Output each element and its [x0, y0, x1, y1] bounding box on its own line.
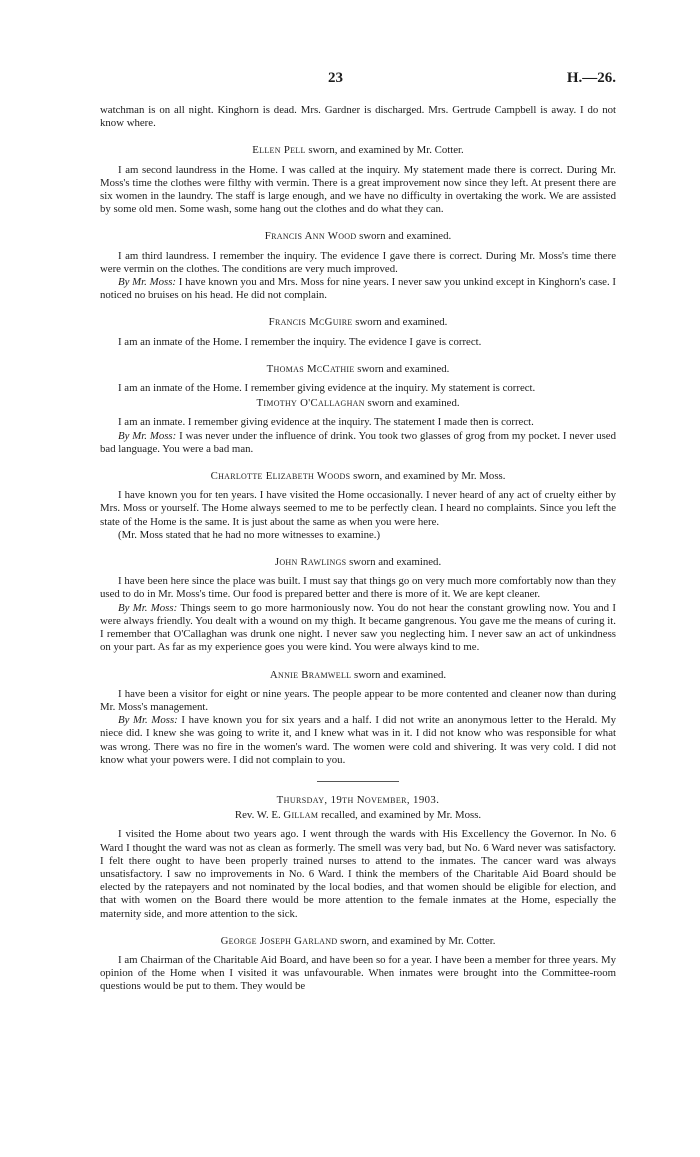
- witness-name: Francis Ann Wood: [264, 230, 357, 243]
- testimony-paragraph: [100, 602, 616, 655]
- witness-heading: [100, 556, 616, 569]
- paragraph-text: watchman is on all night. Kinghorn is dead. Mrs. Gardner is discharged. Mrs. Gertrude Campbell is away. I do not know where.: [100, 104, 616, 130]
- paragraph-text: I have been here since the place was built. I must say that things go on very much more comfortably now than they used to do in Mr. Moss's time. Our food is prepared better and there is more of it. We are kept cleaner.: [100, 575, 616, 601]
- paragraph-text: I am second laundress in the Home. I was called at the inquiry. My statement made there is correct. During Mr. Moss's time the clothes were filthy with vermin. There is a great improvement now since they left. At present there are six women in the laundry. The staff is large enough, and we have no difficulty in overtaking the work. We are assisted by some old men. Some wash, some hang out the clothes and do what they can.: [100, 163, 616, 216]
- examiner-lead: By Mr. Moss:: [118, 276, 176, 289]
- examiner-lead: By Mr. Moss:: [118, 601, 178, 614]
- witness-name: Gillam: [283, 809, 319, 822]
- witness-heading: [100, 397, 616, 410]
- testimony-paragraph: [100, 336, 616, 349]
- witness-status: sworn and examined.: [346, 556, 442, 569]
- testimony-paragraph: [100, 714, 616, 767]
- witness-status: recalled, and examined by Mr. Moss.: [318, 809, 482, 822]
- testimony-paragraph: [100, 276, 616, 302]
- witness-name: Timothy O'Callaghan: [256, 397, 365, 410]
- witness-status: sworn, and examined by Mr. Moss.: [350, 470, 506, 483]
- document-reference: H.—26.: [566, 70, 616, 86]
- page-number: 23: [328, 70, 343, 86]
- witness-name: George Joseph Garland: [220, 934, 338, 947]
- witness-heading: [100, 809, 616, 822]
- testimony-paragraph: [100, 828, 616, 920]
- witness-name: Francis McGuire: [268, 316, 353, 329]
- testimony-paragraph: [100, 688, 616, 714]
- paragraph-text: Things seem to go more harmoniously now. You do not hear the constant growling now. You and I were always friendly. You dealt with a wound on my thigh. It became gangrenous. You gave me the means of curing it. I remember that O'Callaghan was drunk one night. I never saw you neglecting him. I never saw an act of unkindness on your part. As far as my experience goes you were kind. You were always kind to me.: [100, 601, 617, 654]
- paragraph-text: I have known you and Mrs. Moss for nine years. I never saw you unkind except in Kinghorn's case. I noticed no bruises on his head. He did not complain.: [100, 276, 616, 302]
- witness-heading: [100, 470, 616, 483]
- witness-status: sworn, and examined by Mr. Cotter.: [305, 144, 464, 157]
- witness-name: Thomas McCathie: [266, 362, 355, 375]
- witness-status: sworn and examined.: [351, 668, 447, 681]
- witness-heading: [100, 363, 616, 376]
- paragraph-text: I have been a visitor for eight or nine years. The people appear to be more contented and cleaner now than during Mr. Moss's management.: [100, 687, 616, 713]
- paragraph-text: I have known you for six years and a half. I did not write an anonymous letter to the Herald. My niece did. I knew she was going to write it, and I knew what was in it. I did not know who was responsible for what was wrong. There was no fire in the women's ward. The women were cold and shivering. It was very cold. I did not know what your powers were. I did not complain to you.: [100, 714, 616, 766]
- witness-status: sworn and examined.: [356, 230, 452, 243]
- witness-heading: [100, 230, 616, 243]
- witness-name: Ellen Pell: [252, 144, 306, 157]
- witness-name: Charlotte Elizabeth Woods: [210, 470, 351, 483]
- paragraph-text: I am an inmate of the Home. I remember giving evidence at the inquiry. My statement is correct.: [118, 382, 536, 395]
- testimony-paragraph: [100, 489, 616, 529]
- session-date: Thursday, 19th November, 1903.: [276, 793, 440, 806]
- paragraph-text: I have known you for ten years. I have visited the Home occasionally. I never heard of any act of cruelty either by Mrs. Moss or yourself. The Home always seemed to me to be perfectly clean. I heard no complaints. Since you left the state of the Home is the same. It is just about the same as when you were here.: [100, 489, 616, 528]
- testimony-paragraph: [100, 164, 616, 217]
- paragraph-text: I am third laundress. I remember the inquiry. The evidence I gave there is correct. During Mr. Moss's time there were vermin on the clothes. The conditions are very much improved.: [100, 249, 616, 275]
- paragraph-text: I am an inmate. I remember giving evidence at the inquiry. The statement I made then is correct.: [118, 416, 534, 429]
- testimony-paragraph: [100, 104, 616, 130]
- paragraph-text: I am Chairman of the Charitable Aid Board, and have been so for a year. I have been a member for three years. My opinion of the Home when I visited it was unfavourable. When inmates were brought into the Committee-room questions would be put to them. They would be: [100, 953, 616, 993]
- examiner-lead: By Mr. Moss:: [118, 429, 177, 442]
- testimony-paragraph: [100, 250, 616, 276]
- section-divider: [317, 781, 399, 782]
- testimony-paragraph: [100, 416, 616, 429]
- witness-heading: [100, 316, 616, 329]
- testimony-paragraph: [100, 954, 616, 994]
- witness-name: Annie Bramwell: [269, 668, 352, 681]
- witness-heading: [100, 935, 616, 948]
- witness-status: sworn and examined.: [352, 316, 448, 329]
- witness-heading: [100, 144, 616, 157]
- testimony-paragraph: [100, 382, 616, 395]
- paragraph-text: I was never under the influence of drink. You took two glasses of grog from my pocket. I never used bad language. You were a bad man.: [100, 429, 617, 455]
- witness-title: Rev. W. E.: [234, 809, 284, 822]
- paragraph-text: I am an inmate of the Home. I remember the inquiry. The evidence I gave is correct.: [118, 335, 482, 348]
- witness-heading: [100, 669, 616, 682]
- page-header: [100, 72, 616, 92]
- testimony-paragraph: [100, 430, 616, 456]
- testimony-paragraph: [100, 575, 616, 601]
- witness-status: sworn and examined.: [354, 362, 450, 375]
- testimony-paragraph: [100, 529, 616, 542]
- paragraph-text: (Mr. Moss stated that he had no more witnesses to examine.): [118, 528, 381, 541]
- examiner-lead: By Mr. Moss:: [118, 714, 178, 727]
- witness-name: John Rawlings: [274, 556, 347, 569]
- witness-status: sworn, and examined by Mr. Cotter.: [337, 934, 496, 947]
- paragraph-text: I visited the Home about two years ago. I went through the wards with His Excellency the Governor. In No. 6 Ward I thought the ward was not as clean as formerly. The smell was very bad, but No. 6 Ward never was satisfactory. I felt there ought to have been properly trained nurses to attend to the inmates. The cancer ward was always unsatisfactory. I saw no improvements in No. 6 Ward. I think the members of the Charitable Aid Board should be elected by the ratepayers and not nominated by the local bodies, and that women should be eligible for election, and that with women on the Board there would be more attention to the female inmates at the Home, especially the maternity side, and more attention to the sick.: [100, 828, 616, 920]
- document-body: [100, 104, 616, 994]
- witness-status: sworn and examined.: [364, 397, 460, 410]
